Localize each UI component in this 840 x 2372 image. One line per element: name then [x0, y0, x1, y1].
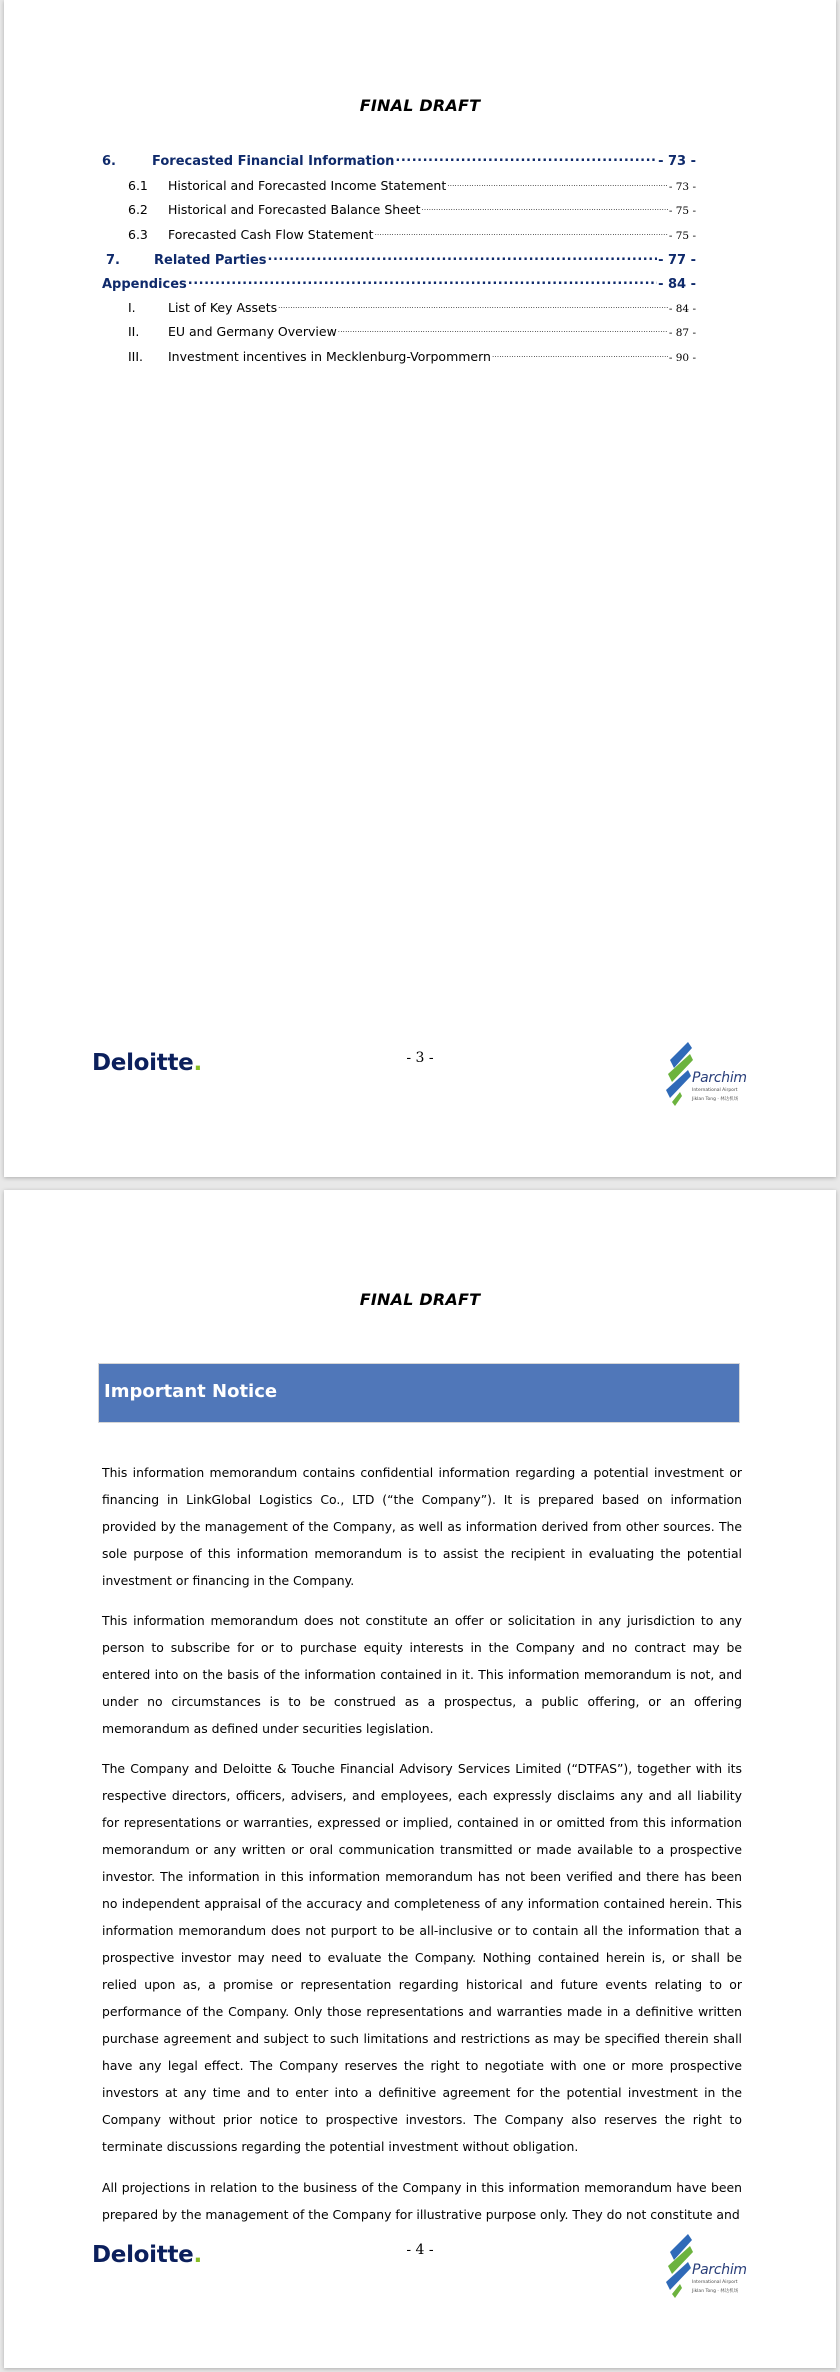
- toc-page: - 75 -: [668, 230, 696, 242]
- parchim-logo-subtext-2: Jiklan Tong · 林达机场: [692, 2289, 739, 2294]
- toc-page: - 77 -: [658, 253, 696, 268]
- toc-label: Historical and Forecasted Balance Sheet: [168, 202, 421, 217]
- deloitte-logo: Deloitte.: [92, 1050, 202, 1076]
- final-draft-header: FINAL DRAFT: [359, 1290, 481, 1309]
- toc-number: 6.: [102, 154, 116, 169]
- toc-leader: [421, 200, 667, 214]
- toc-label: Forecasted Cash Flow Statement: [168, 227, 374, 242]
- toc-number: 7.: [106, 253, 120, 268]
- toc-leader: [375, 225, 668, 239]
- toc-page: - 90 -: [668, 352, 696, 364]
- document-page-3: [4, 0, 836, 1177]
- toc-number: II.: [128, 324, 140, 339]
- toc-entry-6-1[interactable]: [128, 176, 696, 192]
- notice-paragraph-2: This information memorandum does not constitute an offer or solicitation in any jurisdiction to any person to subscribe for or to purchase equity interests in the Company and no contract may be entered into on the basis of the information contained in it. This information memorandum is not, and under no circumstances is to be construed as a prospectus, a public offering, or an offering memorandum as defined under securities legislation.: [102, 1613, 742, 1736]
- notice-paragraph-1: This information memorandum contains confidential information regarding a potential investment or financing in LinkGlobal Logistics Co., LTD (“the Company”). It is prepared based on information provided by the management of the Company, as well as information derived from other sources. The sole purpose of this information memorandum is to assist the recipient in evaluating the potential investment or financing in the Company.: [102, 1465, 742, 1588]
- parchim-wing-icon: [666, 1040, 694, 1110]
- toc-leader: [268, 249, 658, 264]
- toc-page: - 84 -: [668, 303, 696, 315]
- toc-page: - 75 -: [668, 205, 696, 217]
- toc-number: III.: [128, 349, 144, 364]
- parchim-logo-subtext: International Airport: [692, 2280, 738, 2285]
- toc-leader: [278, 298, 668, 312]
- toc-label: List of Key Assets: [168, 300, 278, 315]
- toc-leader: [395, 150, 657, 165]
- toc-label: Investment incentives in Mecklenburg-Vorpommern: [168, 349, 491, 364]
- important-notice-title: Important Notice: [104, 1381, 278, 1402]
- toc-number: 6.2: [128, 202, 148, 217]
- toc-leader: [492, 347, 668, 361]
- parchim-logo-text: Parchim: [692, 2262, 747, 2278]
- toc-entry-appendix-ii[interactable]: [128, 322, 696, 338]
- parchim-logo-subtext: International Airport: [692, 1088, 738, 1093]
- toc-label: Historical and Forecasted Income Statement: [168, 178, 447, 193]
- toc-label: EU and Germany Overview: [168, 324, 337, 339]
- toc-page: - 73 -: [658, 154, 696, 169]
- page-number: - 3 -: [406, 1050, 434, 1066]
- document-page-4: [4, 1190, 836, 2368]
- toc-entry-appendices[interactable]: [102, 273, 696, 292]
- toc-page: - 73 -: [668, 181, 696, 193]
- toc-number: 6.3: [128, 227, 148, 242]
- page-number: - 4 -: [406, 2242, 434, 2258]
- parchim-logo: [666, 2232, 754, 2302]
- toc-label: Appendices: [102, 277, 187, 292]
- important-notice-banner: [98, 1363, 740, 1423]
- toc-entry-appendix-iii[interactable]: [128, 347, 696, 363]
- toc-entry-6-2[interactable]: [128, 200, 696, 216]
- toc-number: 6.1: [128, 178, 148, 193]
- parchim-logo-subtext-2: Jiklan Tong · 林达机场: [692, 1097, 739, 1102]
- parchim-logo: [666, 1040, 754, 1110]
- notice-paragraph-3: The Company and Deloitte & Touche Financial Advisory Services Limited (“DTFAS”), together with its respective directors, officers, advisers, and employees, each expressly disclaims any and all liability for representations or warranties, expressed or implied, contained in or omitted from this information memorandum or any written or oral communication transmitted or made available to a prospective investor. The information in this information memorandum has not been verified and there has been no independent appraisal of the accuracy and completeness of any information contained herein. This information memorandum does not purport to be all-inclusive or to contain all the information that a prospective investor may need to evaluate the Company. Nothing contained herein is, or shall be relied upon as, a promise or representation regarding historical and future events relating to or performance of the Company. Only those representations and warranties made in a definitive written purchase agreement and subject to such limitations and restrictions as may be specified therein shall have any legal effect. The Company reserves the right to negotiate with one or more prospective investors at any time and to enter into a definitive agreement for the potential investment in the Company without prior notice to prospective investors. The Company also reserves the right to terminate discussions regarding the potential investment without obligation.: [102, 1761, 742, 2154]
- notice-paragraph-4: All projections in relation to the business of the Company in this information memorandum have been prepared by the management of the Company for illustrative purpose only. They do not constitute and: [102, 2180, 742, 2222]
- toc-entry-6[interactable]: [102, 150, 696, 169]
- toc-entry-appendix-i[interactable]: [128, 298, 696, 314]
- parchim-wing-icon: [666, 2232, 694, 2302]
- toc-number: I.: [128, 300, 136, 315]
- toc-label: Forecasted Financial Information: [152, 154, 395, 169]
- toc-page: - 84 -: [658, 277, 696, 292]
- toc-entry-6-3[interactable]: [128, 225, 696, 241]
- parchim-logo-text: Parchim: [692, 1070, 747, 1086]
- toc-entry-7[interactable]: [106, 249, 696, 268]
- toc-page: - 87 -: [668, 327, 696, 339]
- toc-label: Related Parties: [154, 253, 267, 268]
- final-draft-header: FINAL DRAFT: [359, 96, 481, 115]
- deloitte-logo: Deloitte.: [92, 2242, 202, 2268]
- toc-leader: [188, 273, 657, 288]
- toc-leader: [338, 322, 668, 336]
- toc-leader: [447, 176, 668, 190]
